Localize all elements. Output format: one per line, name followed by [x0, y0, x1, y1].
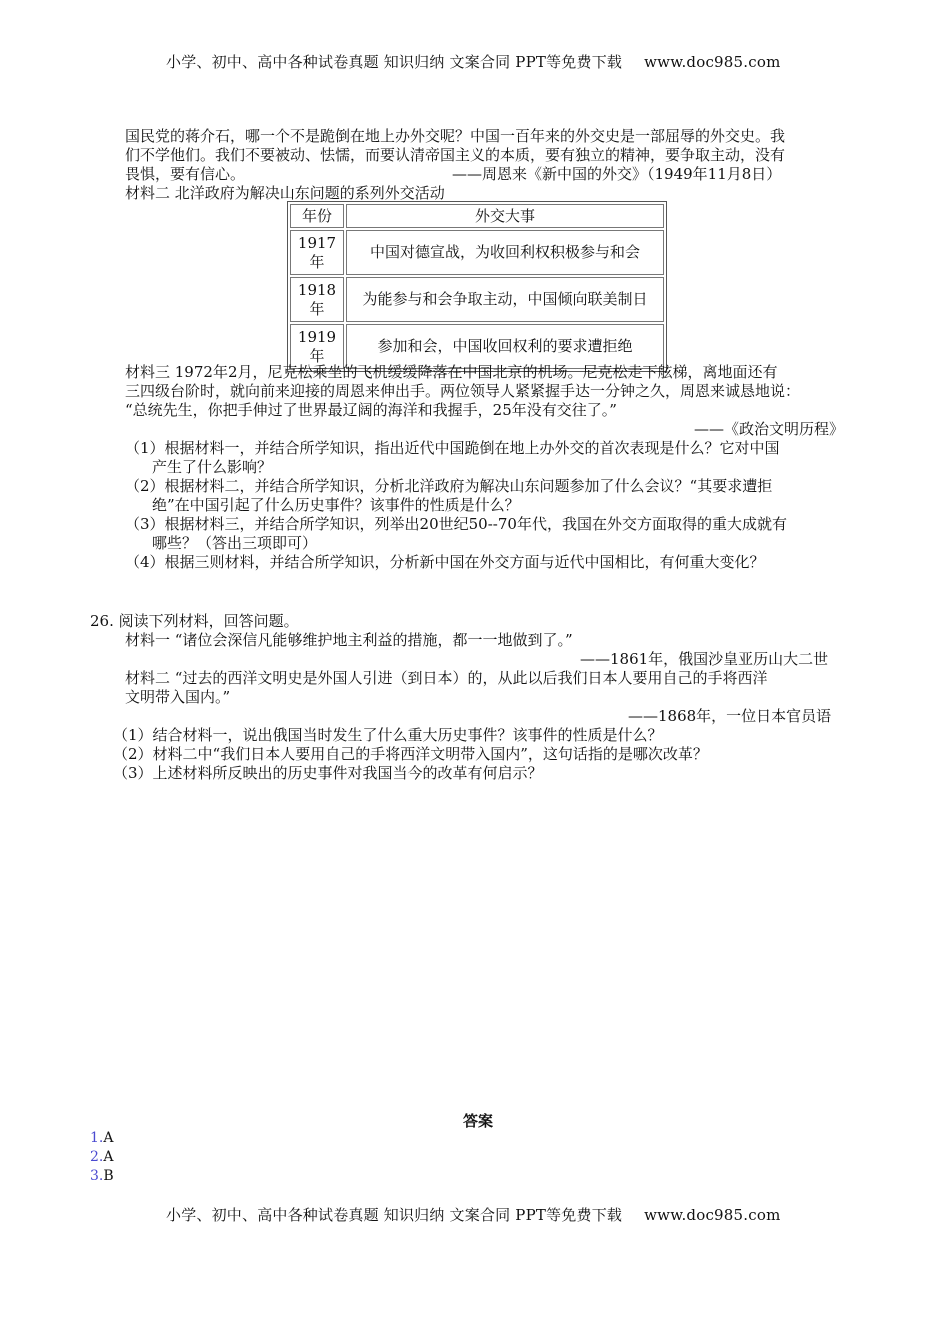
answer-item [90, 1148, 113, 1167]
q25-question: 绝”在中国引起了什么历史事件？该事件的性质是什么？ [152, 496, 520, 514]
diplomacy-table [287, 201, 667, 372]
q26-material1-source: ——1861年，俄国沙皇亚历山大二世 [580, 650, 829, 668]
answer-item [90, 1129, 113, 1148]
q26-material2-line: 材料二 “过去的西洋文明史是外国人引进（到日本）的，从此以后我们日本人要用自己的手将西洋 [125, 669, 768, 687]
q25-material1-line: 国民党的蒋介石，哪一个不是跪倒在地上办外交呢？中国一百年来的外交史是一部屈辱的外交史。我 [125, 127, 786, 145]
table-cell-event: 参加和会，中国收回权利的要求遭拒绝 [346, 324, 664, 369]
table-row [290, 230, 664, 275]
header-text: 小学、初中、高中各种试卷真题 知识归纳 文案合同 PPT等免费下载 [166, 53, 623, 71]
q25-material3-line: 材料三 1972年2月，尼克松乘坐的飞机缓缓降落在中国北京的机场。尼克松走下舷梯，离地面还有 [125, 363, 778, 381]
q25-question: 哪些？（答出三项即可） [152, 534, 318, 552]
q25-question: 产生了什么影响？ [152, 458, 273, 476]
year-number: 1917 [297, 233, 337, 252]
table-cell-event: 为能参与和会争取主动，中国倾向联美制日 [346, 277, 664, 322]
q25-question: （3）根据材料三，并结合所学知识，列举出20世纪50--70年代，我国在外交方面取得的重大成就有 [125, 515, 787, 533]
q25-question: （2）根据材料二，并结合所学知识，分析北洋政府为解决山东问题参加了什么会议？“其要求遭拒 [125, 477, 773, 495]
q26-question: （2）材料二中“我们日本人要用自己的手将西洋文明带入国内”，这句话指的是哪次改革？ [113, 745, 708, 763]
page-header [166, 51, 781, 72]
q26-material2-source: ——1868年，一位日本官员语 [628, 707, 832, 725]
q26-question: （1）结合材料一，说出俄国当时发生了什么重大历史事件？该事件的性质是什么？ [113, 726, 663, 744]
table-cell-event: 中国对德宣战，为收回利权积极参与和会 [346, 230, 664, 275]
year-unit: 年 [309, 252, 325, 271]
q25-material2-title: 材料二 北洋政府为解决山东问题的系列外交活动 [125, 184, 445, 202]
header-url[interactable]: www.doc985.com [644, 53, 781, 71]
answer-item [90, 1167, 114, 1186]
table-row [290, 277, 664, 322]
q25-question: （1）根据材料一，并结合所学知识，指出近代中国跪倒在地上办外交的首次表现是什么？它对中国 [125, 439, 780, 457]
q25-material1-line: 畏惧，要有信心。 [125, 165, 246, 183]
answers-title: 答案 [463, 1112, 494, 1130]
q26-material2-line: 文明带入国内。” [125, 688, 231, 706]
q25-material3-line: 三四级台阶时，就向前来迎接的周恩来伸出手。两位领导人紧紧握手达一分钟之久，周恩来诚恳地说： [125, 382, 801, 400]
year-unit: 年 [309, 299, 325, 318]
q26-question: （3）上述材料所反映出的历史事件对我国当今的改革有何启示？ [113, 764, 543, 782]
q25-material3-line: “总统先生，你把手伸过了世界最辽阔的海洋和我握手，25年没有交往了。” [125, 401, 617, 419]
answer-number-link[interactable]: 2. [90, 1149, 104, 1165]
answer-value: B [103, 1168, 114, 1184]
year-number: 1919 [297, 327, 337, 346]
q26-heading [90, 612, 299, 631]
q25-material3-source: ——《政治文明历程》 [694, 420, 845, 438]
footer-url[interactable]: www.doc985.com [644, 1206, 781, 1224]
table-cell-year [290, 230, 344, 275]
year-unit: 年 [309, 346, 325, 365]
q25-material1-line: 们不学他们。我们不要被动、怯懦，而要认清帝国主义的本质，要有独立的精神，要争取主动，没有 [125, 146, 786, 164]
table-header-event: 外交大事 [346, 204, 664, 228]
table-header-row [290, 204, 664, 228]
q25-material1-source: ——周恩来《新中国的外交》（1949年11月8日） [452, 165, 782, 183]
q26-material1: 材料一 “诸位会深信凡能够维护地主利益的措施，都一一地做到了。” [125, 631, 573, 649]
answer-value: A [103, 1130, 114, 1146]
answer-value: A [103, 1149, 114, 1165]
table-header-year: 年份 [290, 204, 344, 228]
year-number: 1918 [297, 280, 337, 299]
table-cell-year [290, 277, 344, 322]
answer-number-link[interactable]: 1. [90, 1130, 104, 1146]
page-footer [166, 1204, 781, 1225]
footer-text: 小学、初中、高中各种试卷真题 知识归纳 文案合同 PPT等免费下载 [166, 1206, 623, 1224]
answer-number-link[interactable]: 3. [90, 1168, 104, 1184]
q25-question: （4）根据三则材料，并结合所学知识，分析新中国在外交方面与近代中国相比，有何重大变化？ [125, 553, 765, 571]
q26-number: 26. [90, 612, 114, 630]
q26-intro: 阅读下列材料，回答问题。 [118, 612, 299, 630]
